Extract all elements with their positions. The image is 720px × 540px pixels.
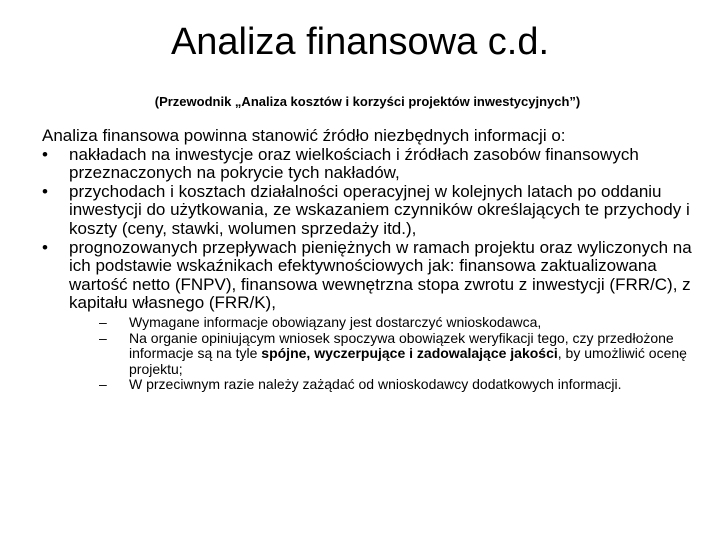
bullet-text: nakładach na inwestycje oraz wielkościach i źródłach zasobów finansowych przeznaczonych na pokrycie tych nakładów,: [69, 144, 639, 183]
sub-list: [99, 315, 702, 393]
sub-item: [99, 331, 702, 378]
bullet-item: [42, 146, 702, 183]
bullet-marker: •: [42, 237, 48, 257]
bullet-marker: •: [42, 181, 48, 201]
dash-marker: –: [99, 376, 107, 393]
dash-marker: –: [99, 329, 107, 346]
sub-text: Wymagane informacje obowiązany jest dostarczyć wnioskodawca,: [129, 313, 542, 330]
sub-text-end: , by umożliwić ocenę projektu;: [129, 345, 687, 377]
bullet-text: przychodach i kosztach działalności operacyjnej w kolejnych latach po oddaniu inwestycji do użytkowania, ze wskazaniem czynników określających te przychody i koszty (ceny, stawki, wolumen sprzedaży itd.),: [69, 181, 690, 238]
intro-text: Analiza finansowa powinna stanowić źródło niezbędnych informacji o:: [42, 126, 566, 145]
slide-title: Analiza finansowa c.d.: [170, 21, 550, 63]
sub-text: W przeciwnym razie należy zażądać od wnioskodawcy dodatkowych informacji.: [129, 376, 622, 393]
sub-item: [99, 377, 702, 393]
sub-text-bold: spójne, wyczerpujące i zadowalające jakości: [261, 345, 558, 362]
bullet-item: [42, 183, 702, 239]
bullet-item: [42, 239, 702, 393]
dash-marker: –: [99, 313, 107, 330]
bullet-marker: •: [42, 144, 48, 164]
slide-content: [42, 127, 702, 393]
bullet-text: prognozowanych przepływach pieniężnych w ramach projektu oraz wyliczonych na ich podstawie wskaźnikach efektywnościowych jak: finansowa zaktualizowana wartość netto (FNPV), finansowa wewnętrzna stopa zwrotu z inwestycji (FRR/C), z kapitału własnego (FRR/K),: [69, 237, 692, 313]
slide-subtitle: (Przewodnik „Analiza kosztów i korzyści projektów inwestycyjnych”): [154, 94, 581, 109]
sub-item: [99, 315, 702, 331]
sub-text-start: Na organie opiniującym wniosek spoczywa obowiązek weryfikacji tego, czy przedłożone informacje są na tyle: [129, 329, 674, 362]
bullet-list: [42, 146, 702, 393]
